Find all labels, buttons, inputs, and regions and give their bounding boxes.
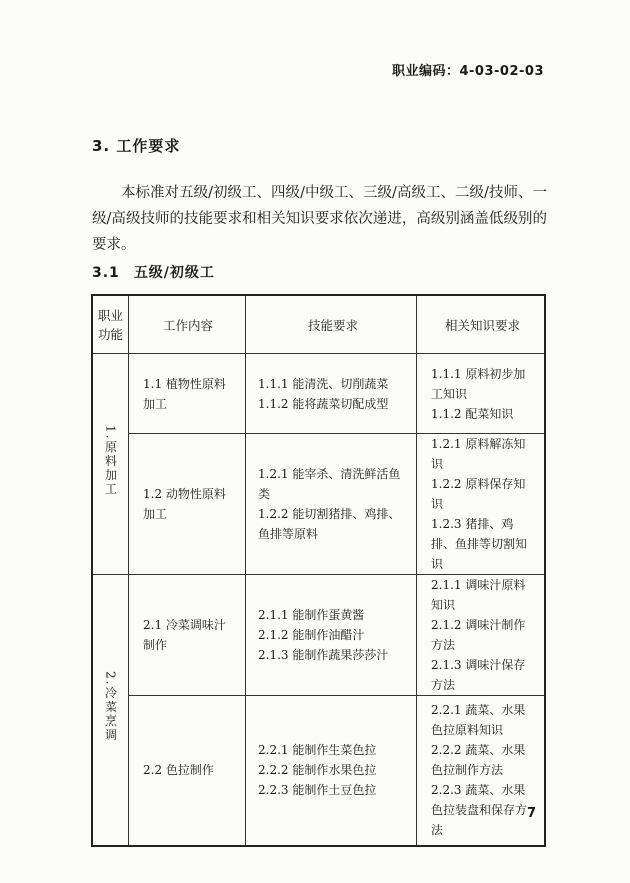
occupation-code: 职业编码：4-03-02-03 [391, 64, 544, 79]
header-knowledge: 相关知识要求 [417, 295, 546, 354]
intro-paragraph: 本标准对五级/初级工、四级/中级工、三级/高级工、二级/技师、一级/高级技师的技能要求和相关知识要求依次递进，高级别涵盖低级别的要求。 [92, 185, 547, 253]
work-requirements-table [91, 294, 546, 847]
header-content: 工作内容 [129, 295, 246, 354]
table-header-row [92, 295, 545, 354]
knowledge-cell: 2.1.1 调味汁原料知识 2.1.2 调味汁制作方法 2.1.3 调味汁保存方法 [417, 575, 546, 696]
header-skills: 技能要求 [246, 295, 417, 354]
content-cell: 1.1 植物性原料加工 [129, 354, 246, 434]
skills-cell: 2.1.1 能制作蛋黄酱 2.1.2 能制作油醋汁 2.1.3 能制作蔬果莎莎汁 [246, 575, 417, 696]
subsection-number: 3.1 [92, 265, 120, 281]
skills-cell: 1.2.1 能宰杀、清洗鲜活鱼类 1.2.2 能切割猪排、鸡排、鱼排等原料 [246, 434, 417, 575]
skills-cell: 1.1.1 能清洗、切削蔬菜 1.1.2 能将蔬菜切配成型 [246, 354, 417, 434]
subsection-title: 五级/初级工 [133, 265, 215, 281]
content-cell: 1.2 动物性原料加工 [129, 434, 246, 575]
knowledge-cell: 1.1.1 原料初步加工知识 1.1.2 配菜知识 [417, 354, 546, 434]
header-function: 职业 功能 [92, 295, 129, 354]
section-title: 3. 工作要求 [92, 137, 181, 155]
page-number: 7 [527, 806, 537, 821]
table-row [92, 434, 545, 575]
skills-cell: 2.2.1 能制作生菜色拉 2.2.2 能制作水果色拉 2.2.3 能制作土豆色拉 [246, 696, 417, 846]
knowledge-cell: 1.2.1 原料解冻知识 1.2.2 原料保存知识 1.2.3 猪排、鸡排、鱼排等切割知识 [417, 434, 546, 575]
function-cell: 2.冷菜烹调 [92, 575, 129, 846]
knowledge-cell: 2.2.1 蔬菜、水果色拉原料知识 2.2.2 蔬菜、水果色拉制作方法 2.2.3 蔬菜、水果色拉装盘和保存方法 [417, 696, 546, 846]
table-row [92, 696, 545, 846]
table-row [92, 354, 545, 434]
subsection-heading [92, 262, 215, 282]
table-row [92, 575, 545, 696]
content-cell: 2.2 色拉制作 [129, 696, 246, 846]
function-cell: 1.原料加工 [92, 354, 129, 575]
content-cell: 2.1 冷菜调味汁制作 [129, 575, 246, 696]
